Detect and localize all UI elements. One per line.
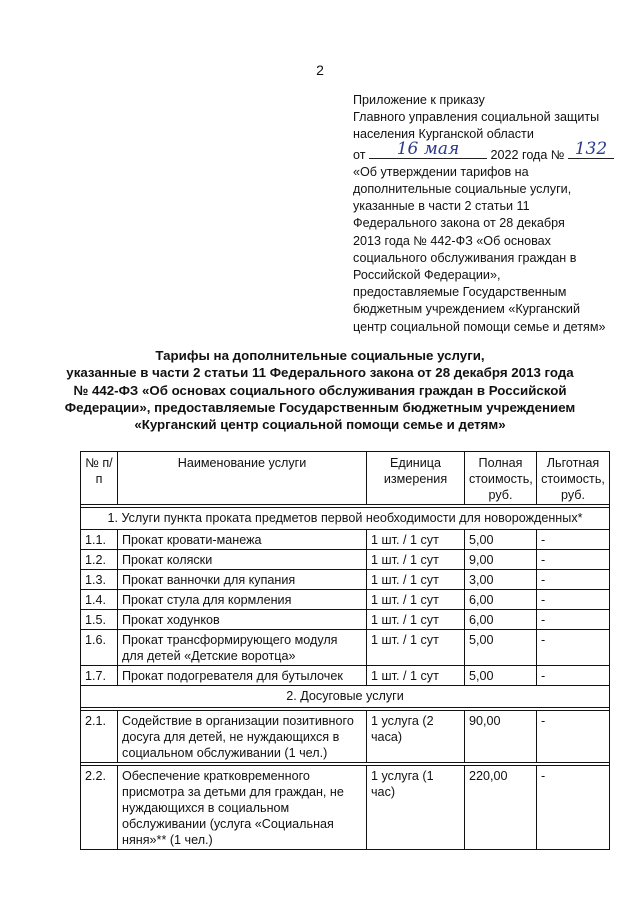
row-name: Прокат коляски [118,550,367,570]
row-num: 1.7. [81,666,118,686]
number-blank [568,138,614,159]
row-full-cost: 5,00 [465,530,537,550]
row-unit: 1 шт. / 1 сут [367,630,465,666]
row-discount-cost: - [537,530,610,550]
row-name: Прокат подогревателя для бутылочек [118,666,367,686]
row-discount-cost: - [537,666,610,686]
section-row [81,508,610,530]
tariffs-table [80,451,610,850]
row-discount-cost: - [537,570,610,590]
row-discount-cost: - [537,711,610,763]
row-unit: 1 шт. / 1 сут [367,530,465,550]
row-discount-cost: - [537,550,610,570]
title-line: указанные в части 2 статьи 11 Федерального закона от 28 декабря 2013 года [66,365,574,381]
order-title-line: социального обслуживания граждан в [353,250,577,265]
header-discount-cost: Льготная стоимость, руб. [537,452,610,505]
row-num: 1.4. [81,590,118,610]
order-title-line: 2013 года № 442-ФЗ «Об основах [353,233,551,248]
table-header-row [81,452,610,505]
order-title-line: предоставляемые Государственным [353,285,567,300]
date-prefix: от [353,147,366,162]
header-unit: Единица измерения [367,452,465,505]
table-row [81,630,610,666]
page-number: 2 [316,62,324,78]
row-name: Прокат стула для кормления [118,590,367,610]
row-unit: 1 шт. / 1 сут [367,550,465,570]
row-unit: 1 шт. / 1 сут [367,610,465,630]
row-full-cost: 220,00 [465,766,537,850]
table-row [81,610,610,630]
row-num: 1.2. [81,550,118,570]
row-full-cost: 3,00 [465,570,537,590]
row-unit: 1 шт. / 1 сут [367,570,465,590]
row-unit: 1 шт. / 1 сут [367,590,465,610]
appendix-header [353,92,633,336]
section-row [81,686,610,708]
order-title-line: дополнительные социальные услуги, [353,182,572,197]
order-title-line: Федерального закона от 28 декабря [353,216,565,231]
row-name: Обеспечение кратковременного присмотра за детьми для граждан, не нуждающихся в социальном обслуживании (услуга «Социальная няня»** (1 чел.) [118,766,367,850]
row-num: 1.5. [81,610,118,630]
row-name: Прокат кровати-манежа [118,530,367,550]
row-full-cost: 5,00 [465,630,537,666]
section-title: 2. Досуговые услуги [81,686,610,708]
table-row [81,550,610,570]
row-name: Прокат трансформирующего модуля для детей «Детские воротца» [118,630,367,666]
header-name: Наименование услуги [118,452,367,505]
row-full-cost: 6,00 [465,590,537,610]
appendix-line: Главного управления социальной защиты [353,110,600,125]
row-unit: 1 шт. / 1 сут [367,666,465,686]
handwritten-number: 132 [574,138,608,159]
row-num: 2.1. [81,711,118,763]
title-line: Тарифы на дополнительные социальные услуги, [155,348,485,363]
row-discount-cost: - [537,766,610,850]
header-full-cost: Полная стоимость, руб. [465,452,537,505]
row-discount-cost: - [537,630,610,666]
row-discount-cost: - [537,590,610,610]
order-title-line: бюджетным учреждением «Курганский [353,302,580,317]
title-line: Федерации», предоставляемые Государственным бюджетным учреждением [64,399,576,415]
row-unit: 1 услуга (2 часа) [367,711,465,763]
row-name: Прокат ходунков [118,610,367,630]
row-num: 1.1. [81,530,118,550]
table-row [81,766,610,850]
table-row [81,570,610,590]
order-title-line: указанные в части 2 статьи 11 [353,199,530,214]
row-full-cost: 5,00 [465,666,537,686]
handwritten-date: 16 мая [396,138,460,159]
table-row [81,666,610,686]
row-discount-cost: - [537,610,610,630]
title-line: «Курганский центр социальной помощи семье и детям» [134,417,506,433]
order-title-line: «Об утверждении тарифов на [353,164,529,179]
table-row [81,530,610,550]
table-row [81,590,610,610]
appendix-line: населения Курганской области [353,127,534,142]
appendix-line: Приложение к приказу [353,93,485,107]
section-title: 1. Услуги пункта проката предметов первой необходимости для новорожденных* [81,508,610,530]
title-line: № 442-ФЗ «Об основах социального обслуживания граждан в Российской [73,382,567,398]
row-full-cost: 90,00 [465,711,537,763]
row-name: Содействие в организации позитивного досуга для детей, не нуждающихся в социальном обслуживании (1 чел.) [118,711,367,763]
date-blank [369,138,487,159]
row-full-cost: 9,00 [465,550,537,570]
appendix-date-line [353,138,633,164]
row-name: Прокат ванночки для купания [118,570,367,590]
date-suffix: 2022 года № [490,147,565,162]
document-title [0,347,640,433]
row-full-cost: 6,00 [465,610,537,630]
header-num: № п/п [81,452,118,505]
row-unit: 1 услуга (1 час) [367,766,465,850]
row-num: 1.6. [81,630,118,666]
order-title-line: центр социальной помощи семье и детям» [353,319,606,334]
order-title-line: Российской Федерации», [353,268,501,283]
row-num: 2.2. [81,766,118,850]
row-num: 1.3. [81,570,118,590]
table-row [81,711,610,763]
